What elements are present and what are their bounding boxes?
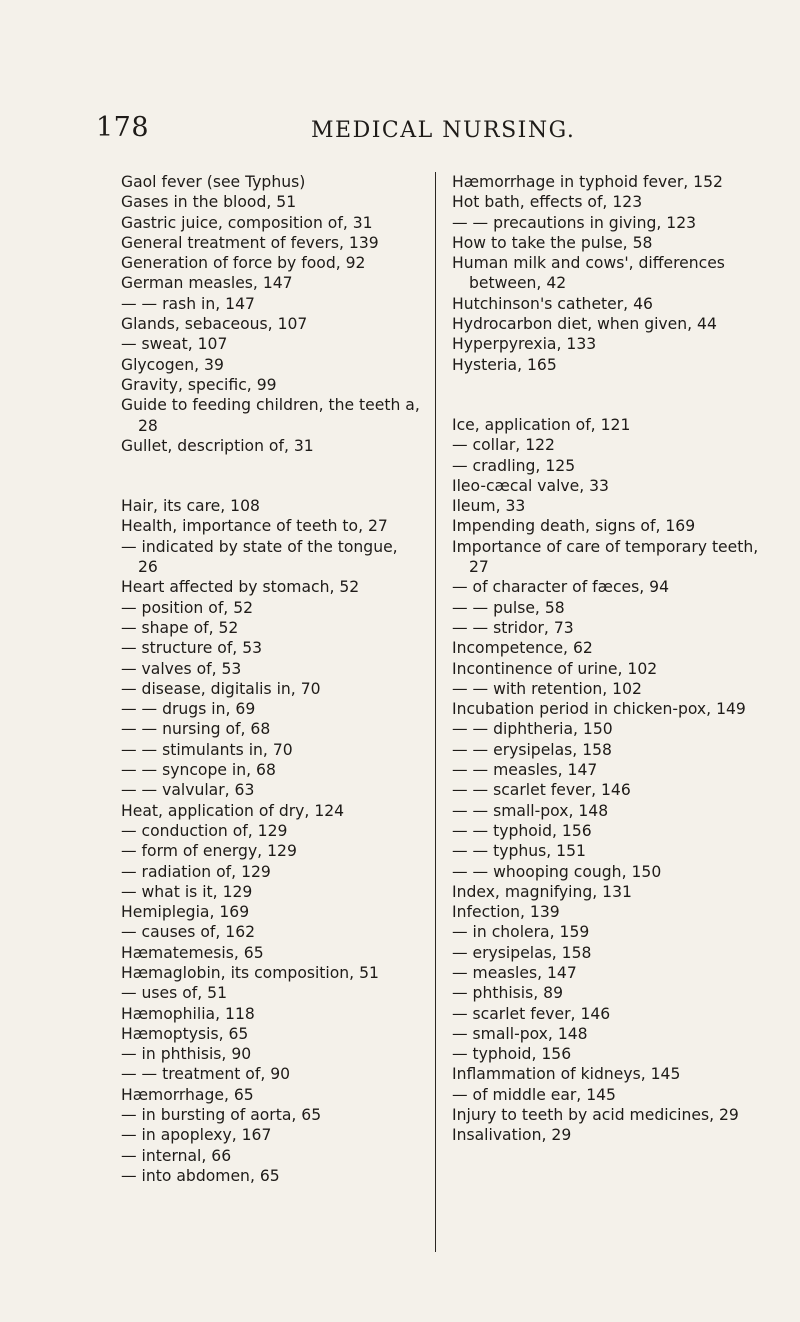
index-entry: — — rash in, 147: [121, 294, 255, 313]
index-entry: Health, importance of teeth to, 27: [121, 517, 388, 536]
index-entry: German measles, 147: [121, 274, 293, 293]
index-entry: Hæmatemesis, 65: [121, 943, 264, 962]
letter-group-gap: [452, 375, 782, 415]
index-entry: — scarlet fever, 146: [452, 1004, 611, 1023]
index-entry: Hæmorrhage in typhoid fever, 152: [452, 173, 723, 191]
index-entry: Hæmorrhage, 65: [121, 1085, 254, 1104]
index-entry: — — with retention, 102: [452, 679, 642, 698]
index-entry: — — treatment of, 90: [121, 1065, 291, 1084]
index-entry: Hæmaglobin, its composition, 51: [121, 963, 379, 982]
index-entry: — disease, digitalis in, 70: [121, 679, 321, 698]
index-entry: — — whooping cough, 150: [452, 862, 662, 881]
index-entry: — in bursting of aorta, 65: [121, 1106, 322, 1125]
index-entry: Hysteria, 165: [452, 355, 557, 374]
index-entry: — in apoplexy, 167: [121, 1126, 272, 1145]
running-title: MEDICAL NURSING.: [311, 118, 576, 143]
index-entry: Infection, 139: [452, 903, 560, 922]
index-entry: Gullet, description of, 31: [121, 436, 314, 455]
index-entry: — radiation of, 129: [121, 862, 271, 881]
index-entry: Ileo-cæcal valve, 33: [452, 476, 609, 495]
index-entry: — sweat, 107: [121, 335, 228, 354]
index-entry: Hemiplegia, 169: [121, 903, 250, 922]
index-entry: Incompetence, 62: [452, 639, 593, 658]
index-entry: Index, magnifying, 131: [452, 882, 632, 901]
index-entry: — cradling, 125: [452, 456, 576, 475]
index-entry: Gastric juice, composition of, 31: [121, 213, 373, 232]
index-entry: — — diphtheria, 150: [452, 720, 613, 739]
index-entry: — — pulse, 58: [452, 598, 565, 617]
index-entry: How to take the pulse, 58: [452, 233, 653, 252]
index-entry: Hydrocarbon diet, when given, 44: [452, 315, 717, 334]
page-number: 178: [96, 112, 150, 143]
index-entry: — phthisis, 89: [452, 984, 563, 1003]
index-entry: — conduction of, 129: [121, 821, 288, 840]
index-entry: — — precautions in giving, 123: [452, 213, 697, 232]
index-entry: Hyperpyrexia, 133: [452, 335, 597, 354]
index-entry: — — scarlet fever, 146: [452, 781, 631, 800]
index-entry: — — nursing of, 68: [121, 720, 271, 739]
index-entry: General treatment of fevers, 139: [121, 233, 379, 252]
page-header: [96, 112, 736, 148]
index-entry: Ice, application of, 121: [452, 415, 631, 434]
index-entry: — shape of, 52: [121, 618, 239, 637]
index-column-right: [452, 172, 782, 1146]
index-entry: — valves of, 53: [121, 659, 242, 678]
index-entry: — uses of, 51: [121, 984, 228, 1003]
index-entry: Hutchinson's catheter, 46: [452, 294, 653, 313]
index-entry: Impending death, signs of, 169: [452, 517, 696, 536]
index-entry: — in phthisis, 90: [121, 1045, 252, 1064]
index-column-left: [121, 172, 421, 1186]
index-entry: — — measles, 147: [452, 761, 598, 780]
index-entry: — what is it, 129: [121, 882, 253, 901]
index-entry: — — stridor, 73: [452, 618, 574, 637]
index-entry: — — small-pox, 148: [452, 801, 609, 820]
index-entry: — indicated by state of the tongue, 26: [121, 537, 398, 577]
index-entry: — measles, 147: [452, 963, 577, 982]
index-entry: Incubation period in chicken-pox, 149: [452, 700, 746, 719]
index-entry: Hæmoptysis, 65: [121, 1024, 249, 1043]
index-entry: Importance of care of temporary teeth, 27: [452, 537, 759, 577]
index-entry: Ileum, 33: [452, 497, 526, 516]
index-entry: — position of, 52: [121, 598, 254, 617]
index-entry: — internal, 66: [121, 1146, 232, 1165]
index-entry: — — stimulants in, 70: [121, 740, 293, 759]
index-entry: — causes of, 162: [121, 923, 256, 942]
index-entry: — — valvular, 63: [121, 781, 255, 800]
index-entry: Incontinence of urine, 102: [452, 659, 658, 678]
index-entry: Inflammation of kidneys, 145: [452, 1065, 681, 1084]
index-entry: Human milk and cows', differences between, 42: [452, 254, 725, 293]
index-entry: Insalivation, 29: [452, 1126, 572, 1145]
column-divider: [435, 172, 436, 1252]
index-entry: — erysipelas, 158: [452, 943, 592, 962]
index-entry: Gases in the blood, 51: [121, 193, 297, 212]
index-entry: Glycogen, 39: [121, 355, 224, 374]
index-entry: — collar, 122: [452, 436, 555, 455]
index-entry: Heat, application of dry, 124: [121, 801, 345, 820]
index-entry: — of character of fæces, 94: [452, 578, 670, 597]
index-entry: Guide to feeding children, the teeth a, 28: [121, 396, 420, 435]
index-entry: Hæmophilia, 118: [121, 1004, 255, 1023]
index-entry: Heart affected by stomach, 52: [121, 578, 360, 597]
index-entry: — into abdomen, 65: [121, 1166, 280, 1185]
index-entry: — — drugs in, 69: [121, 700, 256, 719]
index-entry: Injury to teeth by acid medicines, 29: [452, 1106, 739, 1125]
index-entry: Hot bath, effects of, 123: [452, 193, 643, 212]
index-entry: Glands, sebaceous, 107: [121, 315, 308, 334]
letter-group-gap: [121, 456, 421, 496]
index-entry: Gravity, specific, 99: [121, 375, 277, 394]
index-entry: Gaol fever (see Typhus): [121, 173, 306, 191]
index-entry: — of middle ear, 145: [452, 1085, 616, 1104]
index-entry: Generation of force by food, 92: [121, 254, 366, 273]
index-entry: — — erysipelas, 158: [452, 740, 612, 759]
index-entry: — — typhus, 151: [452, 842, 586, 861]
index-entry: — — typhoid, 156: [452, 821, 592, 840]
index-entry: — in cholera, 159: [452, 923, 590, 942]
index-entry: — form of energy, 129: [121, 842, 297, 861]
index-entry: Hair, its care, 108: [121, 497, 260, 516]
index-entry: — typhoid, 156: [452, 1045, 572, 1064]
index-entry: — structure of, 53: [121, 639, 263, 658]
index-entry: — — syncope in, 68: [121, 761, 276, 780]
index-entry: — small-pox, 148: [452, 1024, 588, 1043]
